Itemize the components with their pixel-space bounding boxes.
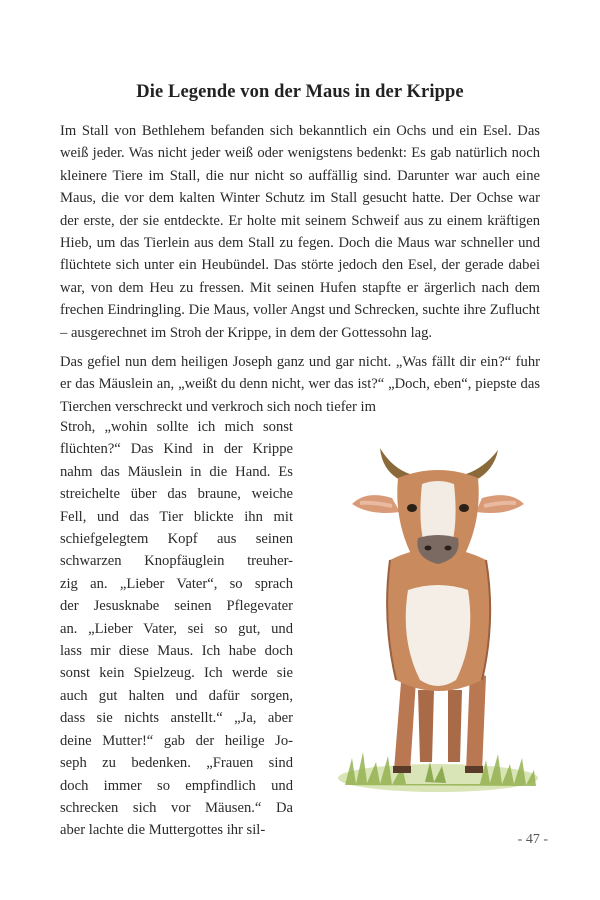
column-line: zig an. „Lieber Vater“, so sprach: [60, 575, 293, 592]
column-line: auch gut halten und dafür sorgen,: [60, 687, 293, 704]
column-line: seph zu bedenken. „Frauen sind: [60, 755, 293, 772]
column-line: schrecken sich vor Mäusen.“ Da: [60, 799, 293, 816]
column-line: doch immer so empfindlich und: [60, 777, 293, 794]
page-title: Die Legende von der Maus in der Krippe: [136, 82, 464, 102]
column-line: nahm das Mäuslein in die Hand. Es: [60, 463, 293, 480]
cow-body: [387, 548, 490, 691]
column-line: dass sie nichts anstellt.“ „Ja, aber: [60, 710, 293, 727]
paragraph-2-intro: Das gefiel nun dem heiligen Joseph ganz und gar nicht. „Was fällt dir ein?“ fuhr er das Mäuslein an, „weißt du denn nicht, wer das ist?“ „Doch, eben“, piepste das Tierchen verschreckt und verkroch sich noch tiefer im: [60, 354, 540, 415]
column-line: flüchten?“ Das Kind in der Krippe: [60, 441, 293, 458]
column-line: deine Mutter!“ gab der heilige Jo-: [60, 732, 293, 749]
column-line: Fell, und das Tier blickte ihn mit: [60, 508, 293, 525]
column-line: schwarzen Knopfäuglein treuher-: [60, 553, 293, 570]
column-line: an. „Lieber Vater, sei so gut, und: [60, 620, 293, 637]
paragraph-1: Im Stall von Bethlehem befanden sich bekanntlich ein Ochs und ein Esel. Das weiß jeder. Was nicht jeder weiß oder wenigstens bedenkt: Es gab natürlich noch kleinere Tiere im Stall, die nur nicht so auffällig sind. Darunter war auch eine Maus, die vor dem kalten Winter Schutz im Stall gesucht hatte. Der Ochse war der erste, der sie entdeckte. Er holte mit seinem Schweif aus zu einem kräftigen Hieb, um das Tierlein aus dem Stall zu fegen. Doch die Maus war schneller und flüchtete sich unter ein Heubündel. Das störte jedoch den Esel, der gerade dabei war, von dem Heu zu fressen. Mit seinen Hufen stapfte er ärgerlich nach dem frechen Eindringling. Die Maus, voller Angst und Schrecken, suchte ihre Zuflucht – ausgerechnet im Stroh der Krippe, in dem der Gottessohn lag.: [60, 123, 540, 341]
cow-head: [397, 470, 478, 564]
grass-patch: [338, 752, 538, 792]
column-line: streichelte über das braune, weiche: [60, 486, 293, 503]
column-line: aber lachte die Muttergottes ihr sil-: [60, 822, 266, 839]
page-number: - 47 -: [517, 832, 548, 847]
column-line: lass mir diese Maus. Ich habe doch: [60, 643, 293, 660]
column-line: Stroh, „wohin sollte ich mich sonst: [60, 419, 293, 435]
column-line: schiefgelegtem Kopf aus seinen: [60, 531, 293, 548]
column-line: der Jesusknabe seinen Pflegevater: [60, 598, 293, 615]
cow-illustration: [330, 440, 545, 800]
text-column: [60, 416, 293, 842]
column-line: sonst kein Spielzeug. Ich werde sie: [60, 665, 293, 682]
